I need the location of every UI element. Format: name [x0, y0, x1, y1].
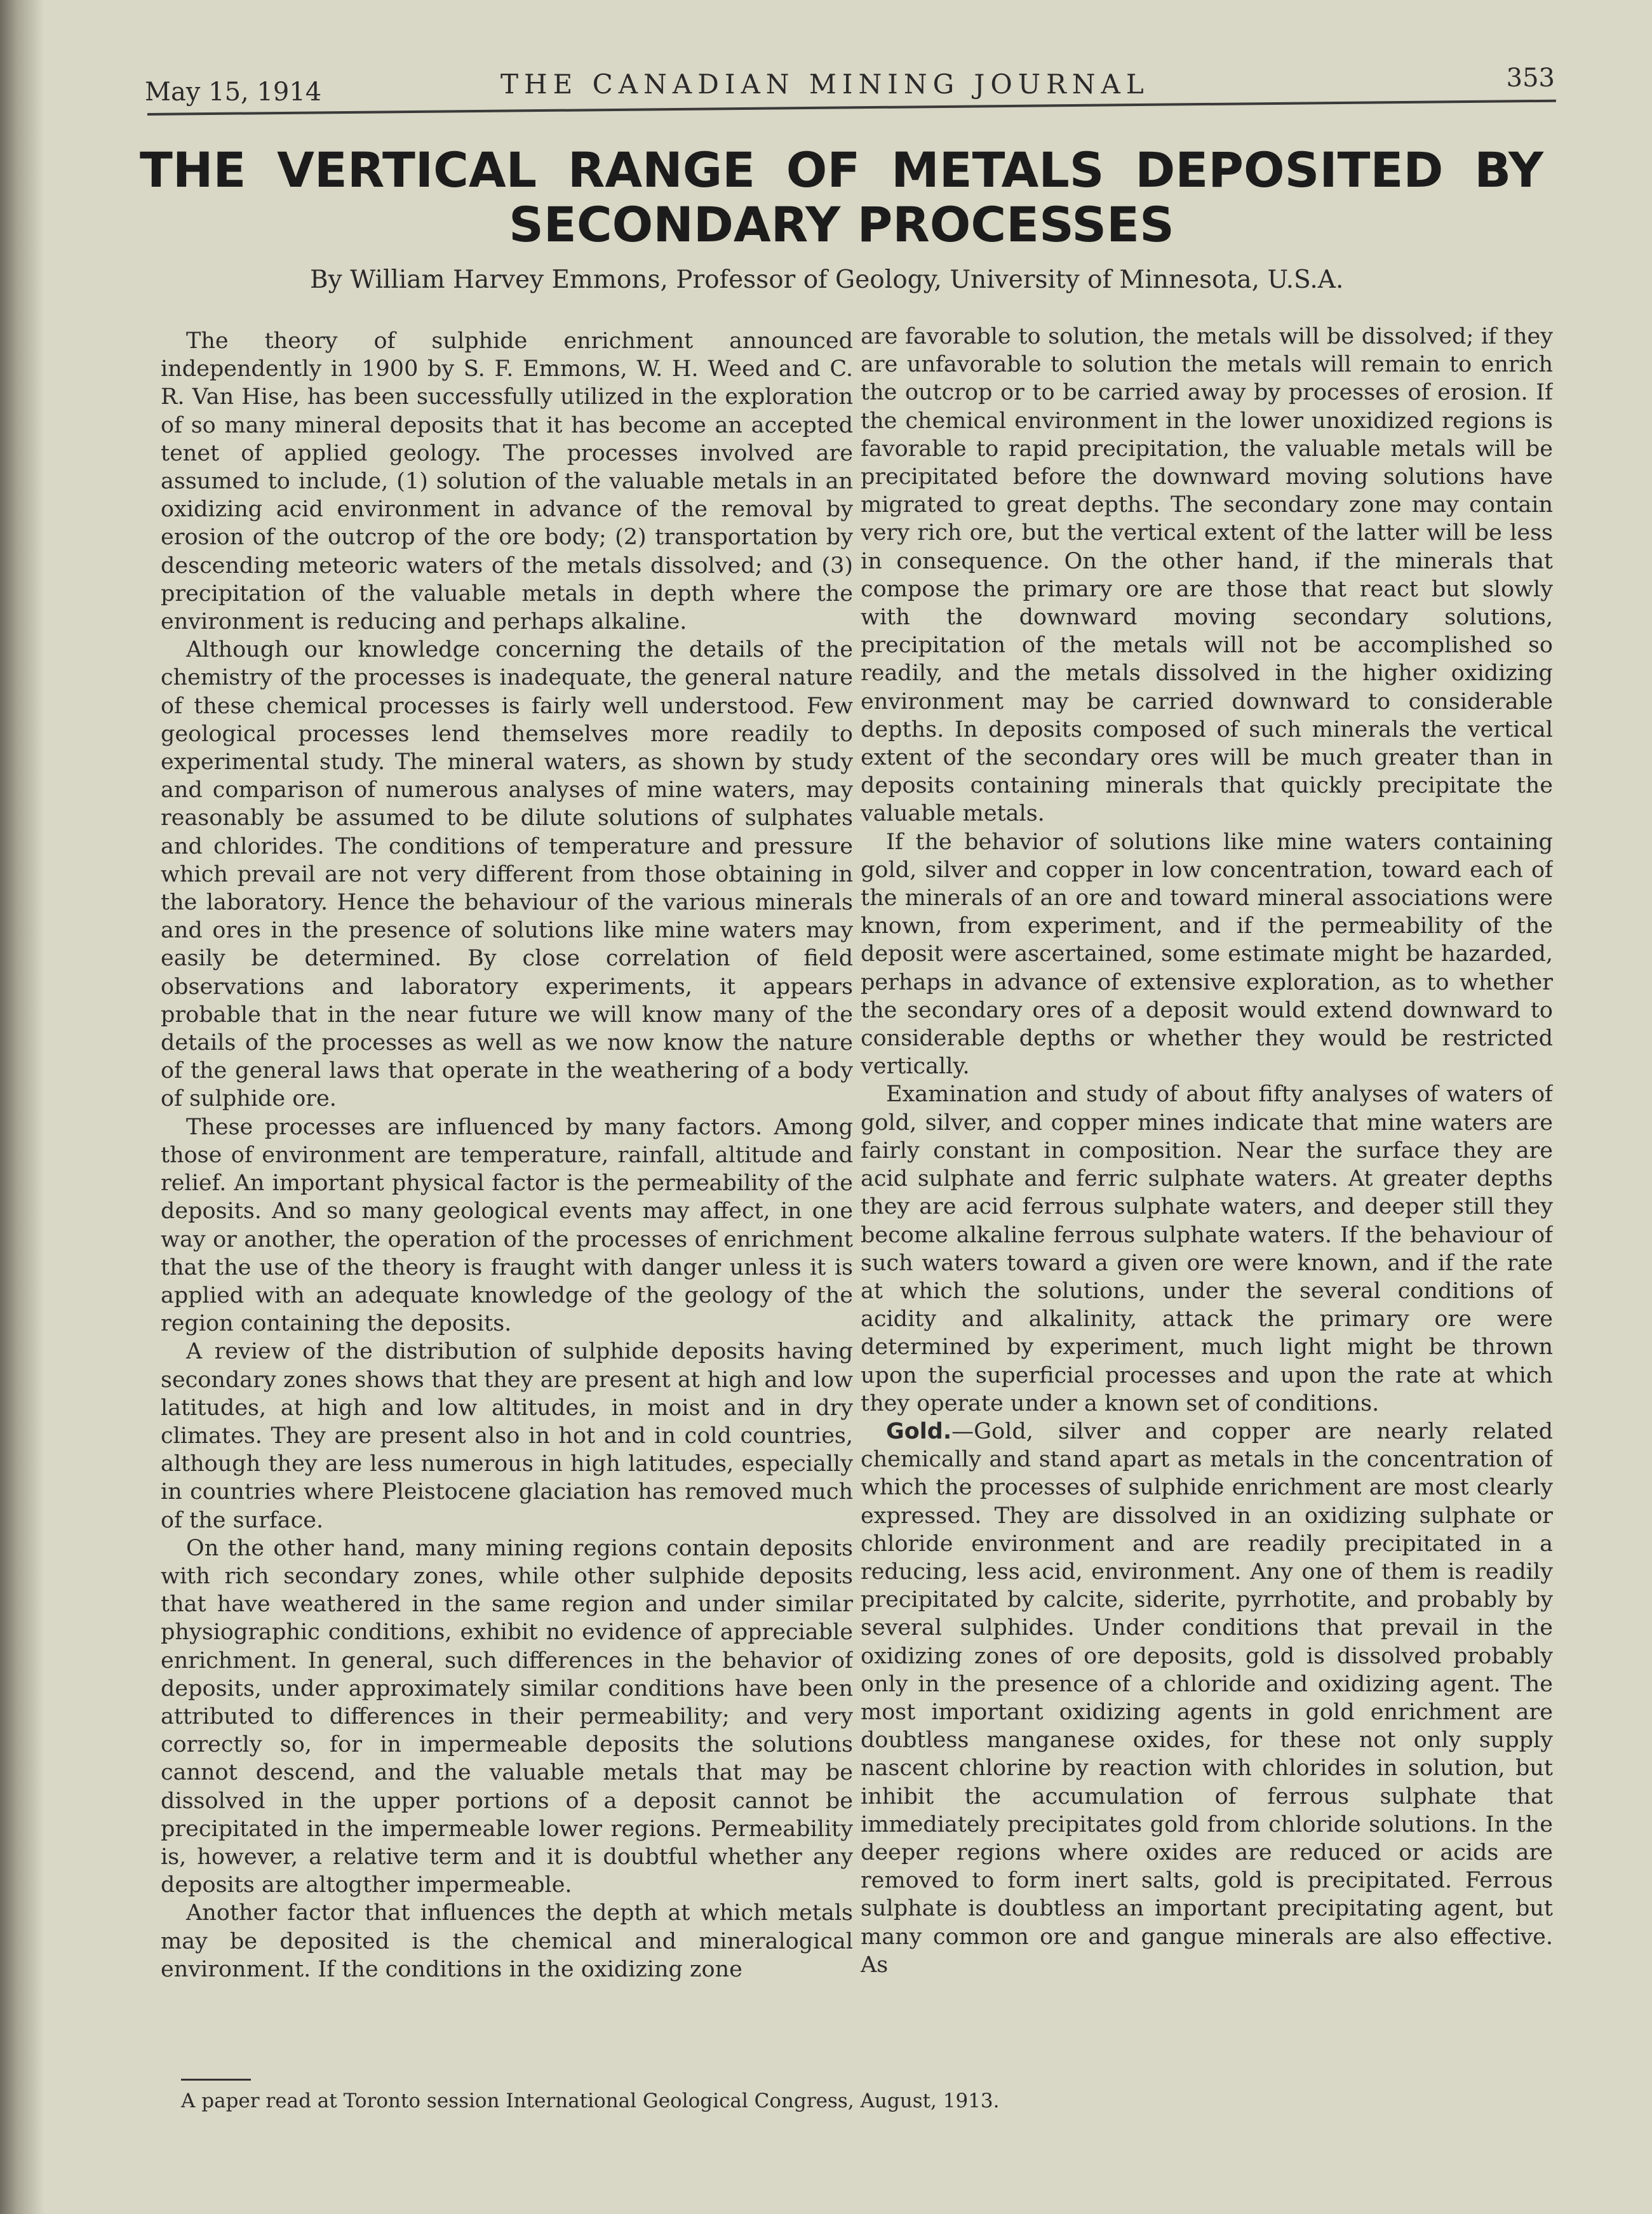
page-number: 353: [1506, 64, 1555, 93]
title-line-2: SECONDARY PROCESSES: [509, 196, 1174, 253]
journal-name: THE CANADIAN MINING JOURNAL: [500, 69, 1150, 100]
paragraph: The theory of sulphide enrichment announced independently in 1900 by S. F. Emmons, W. H. Weed and C. R. Van Hise, has been successfully utilized in the exploration of so many mineral deposits that it has become an accepted tenet of applied geology. The processes involved are assumed to include, (1) solution of the valuable metals in an oxidizing acid environment in advance of the removal by erosion of the outcrop of the ore body; (2) transportation by descending meteoric waters of the metals dissolved; and (3) precipitation of the valuable metals in depth where the environment is reducing and perhaps alkaline.: [161, 328, 853, 635]
paragraph-gold: [861, 1418, 1553, 1979]
paragraph-text: —Gold, silver and copper are nearly related chemically and stand apart as metals in the concentration of which the processes of sulphide enrichment are most clearly expressed. They are dissolved in an oxidizing sulphate or chloride environment and are readily precipitated in a reducing, less acid, environment. Any one of them is readily precipitated by calcite, siderite, pyrrhotite, and probably by several sulphides. Under conditions that prevail in the oxidizing zones of ore deposits, gold is dissolved probably only in the presence of a chloride and oxidizing agent. The most important oxidizing agents in gold enrichment are doubtless manganese oxides, for these not only supply nascent chlorine by reaction with chlorides in solution, but inhibit the accumulation of ferrous sulphate that immediately precipitates gold from chloride solutions. In the deeper regions where oxides are reduced or acids are removed to form inert salts, gold is precipitated. Ferrous sulphate is doubtless an important precipitating agent, but many common ore and gangue minerals are also effective. As: [861, 1418, 1553, 1978]
paragraph: are favorable to solution, the metals will be dissolved; if they are unfavorable to solution the metals will remain to enrich the outcrop or to be carried away by processes of erosion. If the chemical environment in the lower unoxidized regions is favorable to rapid precipitation, the valuable metals will be precipitated before the downward moving solutions have migrated to great depths. The secondary zone may contain very rich ore, but the vertical extent of the latter will be less in consequence. On the other hand, if the minerals that compose the primary ore are those that react but slowly with the downward moving secondary solutions, precipitation of the metals will not be accomplished so readily, and the metals dissolved in the higher oxidizing environment may be carried downward to considerable depths. In deposits composed of such minerals the vertical extent of the secondary ores will be much greater than in deposits containing minerals that quickly precipitate the valuable metals.: [861, 324, 1553, 827]
article-title: [140, 143, 1543, 252]
paragraph: These processes are influenced by many factors. Among those of environment are temperature, rainfall, altitude and relief. An important physical factor is the permeability of the deposits. And so many geological events may affect, in one way or another, the operation of the processes of enrichment that the use of the theory is fraught with danger unless it is applied with an adequate knowledge of the geology of the region containing the deposits.: [161, 1114, 853, 1337]
right-column: [861, 323, 1553, 2069]
title-line-1: THE VERTICAL RANGE OF METALS DEPOSITED BY: [140, 142, 1543, 198]
paragraph: Although our knowledge concerning the details of the chemistry of the processes is inadequate, the general nature of these chemical processes is fairly well understood. Few geological processes lend themselves more readily to experimental study. The mineral waters, as shown by study and comparison of numerous analyses of mine waters, may reasonably be assumed to be dilute solutions of sulphates and chlorides. The conditions of temperature and pressure which prevail are not very different from those obtaining in the laboratory. Hence the behaviour of the various minerals and ores in the presence of solutions like mine waters may easily be determined. By close correlation of field observations and laboratory experiments, it appears probable that in the near future we will know many of the details of the processes as well as we now know the nature of the general laws that operate in the weathering of a body of sulphide ore.: [161, 637, 853, 1112]
paragraph: On the other hand, many mining regions contain deposits with rich secondary zones, while other sulphide deposits that have weathered in the same region and under similar physiographic conditions, exhibit no evidence of appreciable enrichment. In general, such differences in the behavior of deposits, under approximately similar conditions have been attributed to differences in their permeability; and very correctly so, for in impermeable deposits the solutions cannot descend, and the valuable metals that may be dissolved in the upper portions of a deposit cannot be precipitated in the impermeable lower regions. Permeability is, however, a relative term and it is doubtful whether any deposits are altogther impermeable.: [161, 1535, 853, 1898]
issue-date: May 15, 1914: [145, 77, 322, 107]
paragraph: If the behavior of solutions like mine waters containing gold, silver and copper in low concentration, toward each of the minerals of an ore and toward mineral associations were known, from experiment, and if the permeability of the deposit were ascertained, some estimate might be hazarded, perhaps in advance of extensive exploration, as to whether the secondary ores of a deposit would extend downward to considerable depths or whether they would be restricted vertically.: [861, 829, 1553, 1080]
byline: By William Harvey Emmons, Professor of Geology, University of Minnesota, U.S.A.: [310, 265, 1344, 294]
footnote: A paper read at Toronto session International Geological Congress, August, 1913.: [181, 2090, 1000, 2112]
paragraph: Another factor that influences the depth at which metals may be deposited is the chemical and mineralogical environment. If the conditions in the oxidizing zone: [161, 1900, 853, 1982]
section-lead-gold: Gold.: [886, 1418, 952, 1444]
paragraph: Examination and study of about fifty analyses of waters of gold, silver, and copper mines indicate that mine waters are fairly constant in composition. Near the surface they are acid sulphate and ferric sulphate waters. At greater depths they are acid ferrous sulphate waters, and deeper still they become alkaline ferrous sulphate waters. If the behaviour of such waters toward a given ore were known, and if the rate at which the solutions, under the several conditions of acidity and alkalinity, attack the primary ore were determined by experiment, much light might be thrown upon the superficial processes and upon the rate at which they operate under a known set of conditions.: [861, 1082, 1553, 1416]
left-column: [161, 327, 853, 2067]
page-gutter-shadow: [0, 0, 44, 2214]
footnote-rule: [181, 2079, 251, 2081]
paragraph: A review of the distribution of sulphide deposits having secondary zones shows that they are present at high and low latitudes, at high and low altitudes, in moist and in dry climates. They are present also in hot and in cold countries, although they are less numerous in high latitudes, especially in countries where Pleistocene glaciation has removed much of the surface.: [161, 1339, 853, 1533]
